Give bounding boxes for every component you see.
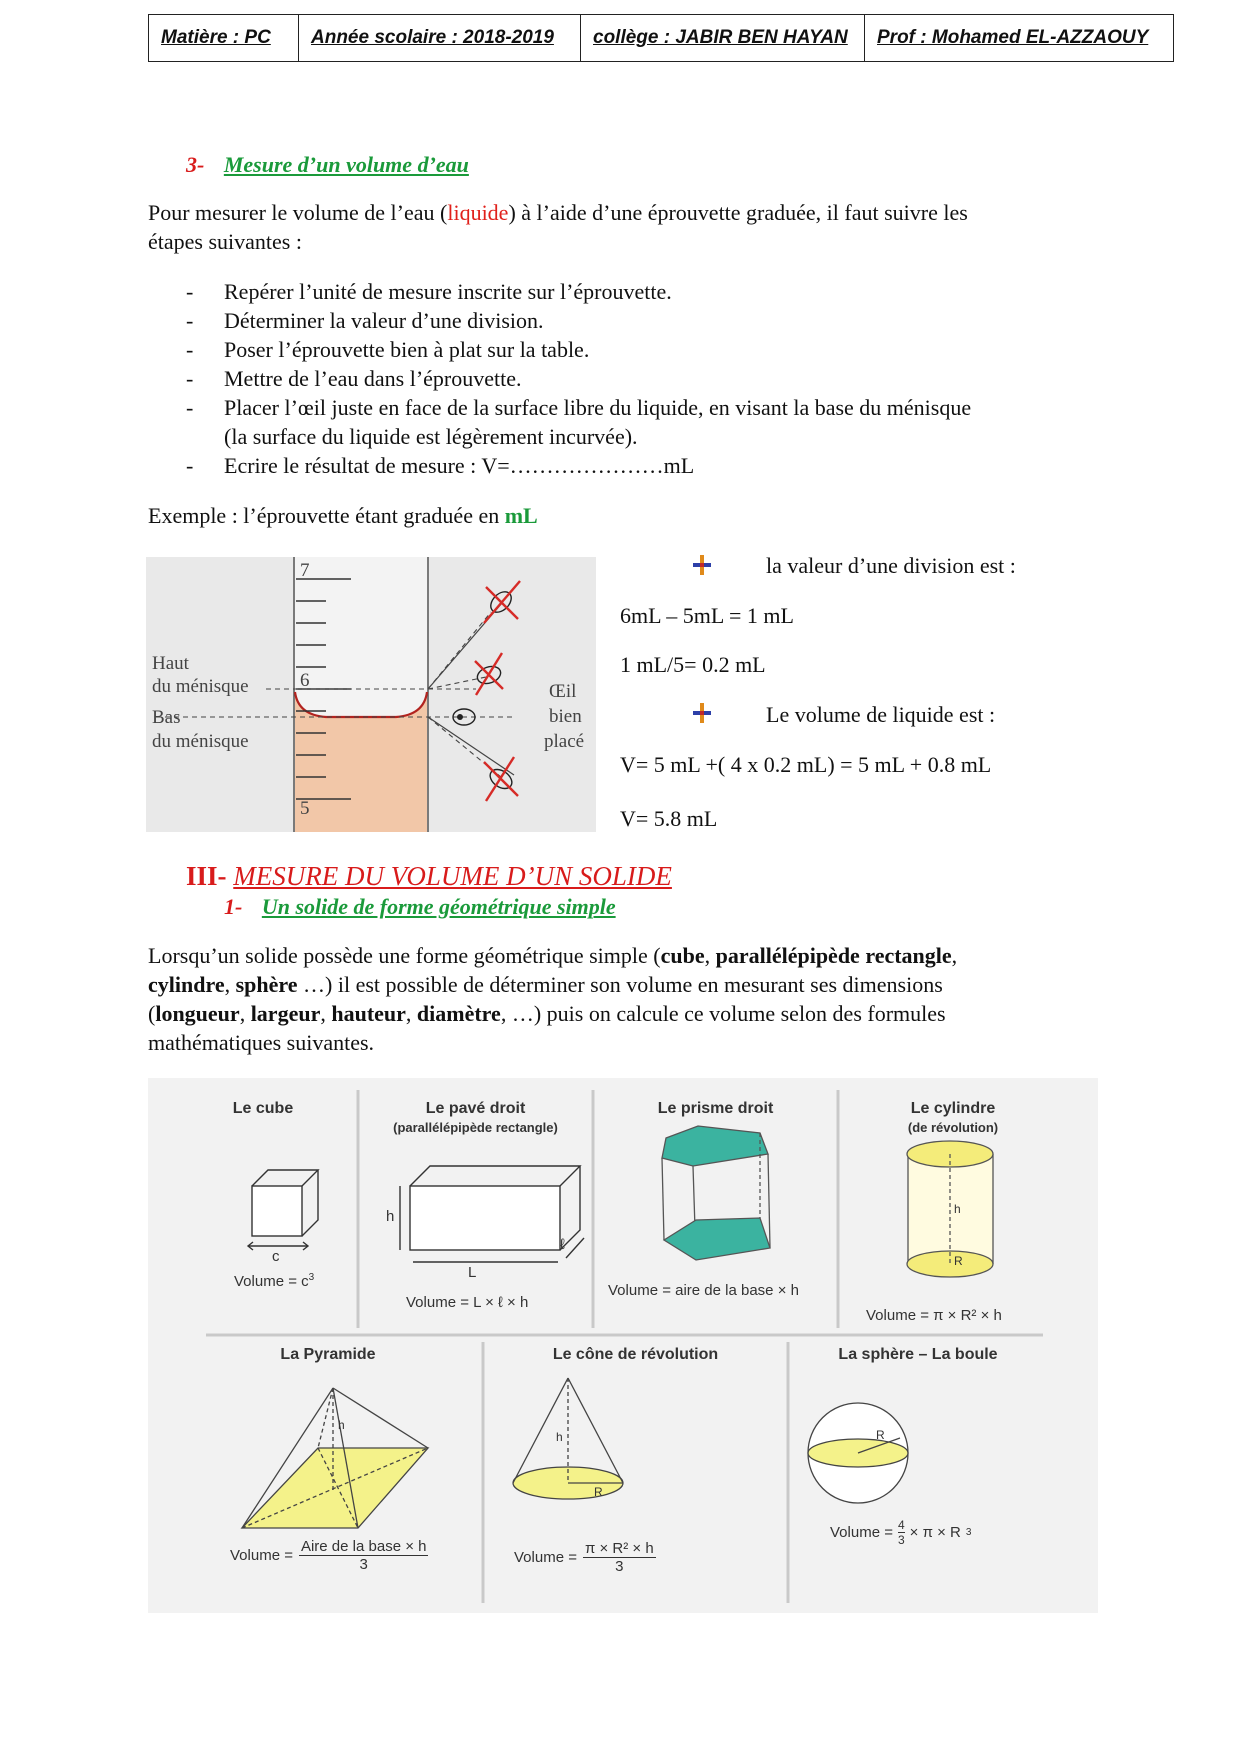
cone-drawing [513,1378,623,1499]
pyramide-formula-denominator: 3 [359,1556,368,1573]
sphere-formula-num: 4 [897,1518,905,1532]
sphere-formula-suffix: × π × R [909,1524,961,1541]
section-3-heading [186,150,469,179]
step-item: - Ecrire le résultat de mesure : V=…………………mL [186,451,1126,480]
tick-label-5: 5 [300,798,310,819]
cube-drawing [248,1170,318,1250]
para-sep: , [951,943,958,968]
step-item: - Mettre de l’eau dans l’éprouvette. [186,364,1126,393]
prisme-formula: Volume = aire de la base × h [608,1282,799,1299]
bold-sphere: sphère [235,972,298,997]
pyramide-formula [230,1538,428,1573]
pave-drawing [400,1166,584,1262]
section-3-number: 3- [186,152,205,177]
step-item: - Repérer l’unité de mesure inscrite sur l’éprouvette. [186,277,1126,306]
meniscus-figure [146,557,596,832]
step-item: - Placer l’œil juste en face de la surface libre du liquide, en visant la base du ménisque [186,393,1126,422]
cylindre-subtitle: (de révolution) [907,1120,999,1135]
para-text: , …) puis on calcule ce volume selon des formules [500,1001,946,1026]
bullet-icon-2 [693,703,711,728]
cube-title: Le cube [232,1100,294,1117]
header-subject: Matière : PC [149,15,299,61]
intro-text-3: étapes suivantes : [148,229,302,254]
label-haut-2: du ménisque [152,676,249,697]
bold-cylindre: cylindre [148,972,225,997]
sphere-formula-den: 3 [897,1533,905,1547]
cone-formula-prefix: Volume = [514,1549,577,1566]
section-3-intro [148,198,1108,256]
section-III-number: III- [186,861,227,891]
pave-L-label: L [468,1264,477,1281]
intro-text-1: Pour mesurer le volume de l’eau ( [148,200,448,225]
cylindre-h-label: h [954,1202,961,1216]
prisme-drawing [662,1126,770,1260]
label-haut-1: Haut [152,653,189,674]
header-table [148,14,1174,62]
calc-line-4: V= 5.8 mL [620,806,718,831]
pyramide-drawing [242,1388,428,1528]
bold-longueur: longueur [155,1001,240,1026]
calc-line-1: 6mL – 5mL = 1 mL [620,603,794,628]
bold-diametre: diamètre [416,1001,501,1026]
bullet-icon-1 [693,555,711,580]
pave-l-label: ℓ [560,1236,565,1253]
pyramide-h-label: h [338,1418,345,1432]
step-item-continuation: (la surface du liquide est légèrement incurvée). [224,424,638,449]
cone-formula [514,1540,656,1575]
cube-formula [234,1272,314,1290]
bold-pave: parallélépipède rectangle [715,943,952,968]
cube-formula-exp: 3 [308,1272,315,1283]
label-eye-1: Œil [549,681,577,702]
para-sep: , [704,943,716,968]
cylindre-R-label: R [954,1254,963,1268]
subsection-title: Un solide de forme géométrique simple [261,894,616,919]
cone-title: Le cône de révolution [552,1346,719,1363]
cube-formula-text: Volume = c [234,1273,309,1290]
subsection-number: 1- [224,894,243,919]
section-III-heading [186,860,672,892]
pave-title: Le pavé droit [425,1100,526,1117]
sphere-formula [830,1518,971,1547]
label-eye-2: bien [549,706,582,727]
cylindre-title: Le cylindre [910,1100,996,1117]
example-text: Exemple : l’éprouvette étant graduée en [148,503,505,528]
pave-subtitle: (parallélépipède rectangle) [393,1120,558,1135]
steps-list [186,277,1126,480]
cone-R-label: R [594,1485,603,1499]
cylindre-formula: Volume = π × R² × h [866,1307,1002,1324]
para-sep: , [405,1001,417,1026]
header-college: collège : JABIR BEN HAYAN [581,15,865,61]
bold-largeur: largeur [250,1001,321,1026]
cube-dim-label: c [272,1248,280,1265]
cone-formula-denominator: 3 [615,1558,624,1575]
calc-line-2: 1 mL/5= 0.2 mL [620,652,766,677]
sphere-title: La sphère – La boule [838,1346,998,1363]
tick-label-6: 6 [300,670,310,691]
bold-cube: cube [660,943,705,968]
example-unit: mL [504,503,538,528]
solids-figure [148,1078,1098,1613]
para-sep: ( [148,1001,156,1026]
header-teacher: Prof : Mohamed EL-AZZAOUY [877,27,1149,48]
sphere-formula-prefix: Volume = [830,1524,893,1541]
label-bas-1: Bas [152,707,181,728]
para-text: …) il est possible de déterminer son volume en mesurant ses dimensions [297,972,943,997]
sphere-R-label: R [876,1428,885,1442]
pave-h-label: h [386,1208,395,1225]
header-year: Année scolaire : 2018-2019 [299,15,581,61]
step-item: - Déterminer la valeur d’une division. [186,306,1126,335]
para-sep: , [239,1001,251,1026]
division-title: la valeur d’une division est : [766,553,1016,578]
prisme-title: Le prisme droit [657,1100,774,1117]
pyramide-formula-numerator: Aire de la base × h [300,1538,427,1555]
para-sep: , [320,1001,332,1026]
sphere-drawing [808,1403,908,1503]
cylindre-drawing [907,1141,993,1277]
para-text: Lorsqu’un solide possède une forme géométrique simple ( [148,943,661,968]
cone-formula-numerator: π × R² × h [584,1540,654,1557]
pave-formula: Volume = L × ℓ × h [406,1294,529,1311]
step-item: - Poser l’éprouvette bien à plat sur la table. [186,335,1126,364]
label-eye-3: placé [544,731,585,752]
subsection-heading [224,892,616,921]
label-bas-2: du ménisque [152,731,249,752]
intro-text-2: ) à l’aide d’une éprouvette graduée, il faut suivre les [508,200,968,225]
volume-title: Le volume de liquide est : [766,702,996,727]
para-text: mathématiques suivantes. [148,1030,375,1055]
sphere-formula-exp: 3 [965,1527,972,1538]
pyramide-title: La Pyramide [280,1346,376,1363]
intro-red-word: liquide [447,200,509,225]
cone-h-label: h [556,1430,563,1444]
section-3-title: Mesure d’un volume d’eau [223,152,469,177]
pyramide-formula-prefix: Volume = [230,1547,293,1564]
para-sep: , [224,972,236,997]
section-III-paragraph [148,941,1108,1057]
tick-label-7: 7 [300,560,310,581]
bold-hauteur: hauteur [331,1001,406,1026]
calc-line-3: V= 5 mL +( 4 x 0.2 mL) = 5 mL + 0.8 mL [620,752,992,777]
section-III-title: MESURE DU VOLUME D’UN SOLIDE [233,861,672,891]
example-line [148,501,538,530]
